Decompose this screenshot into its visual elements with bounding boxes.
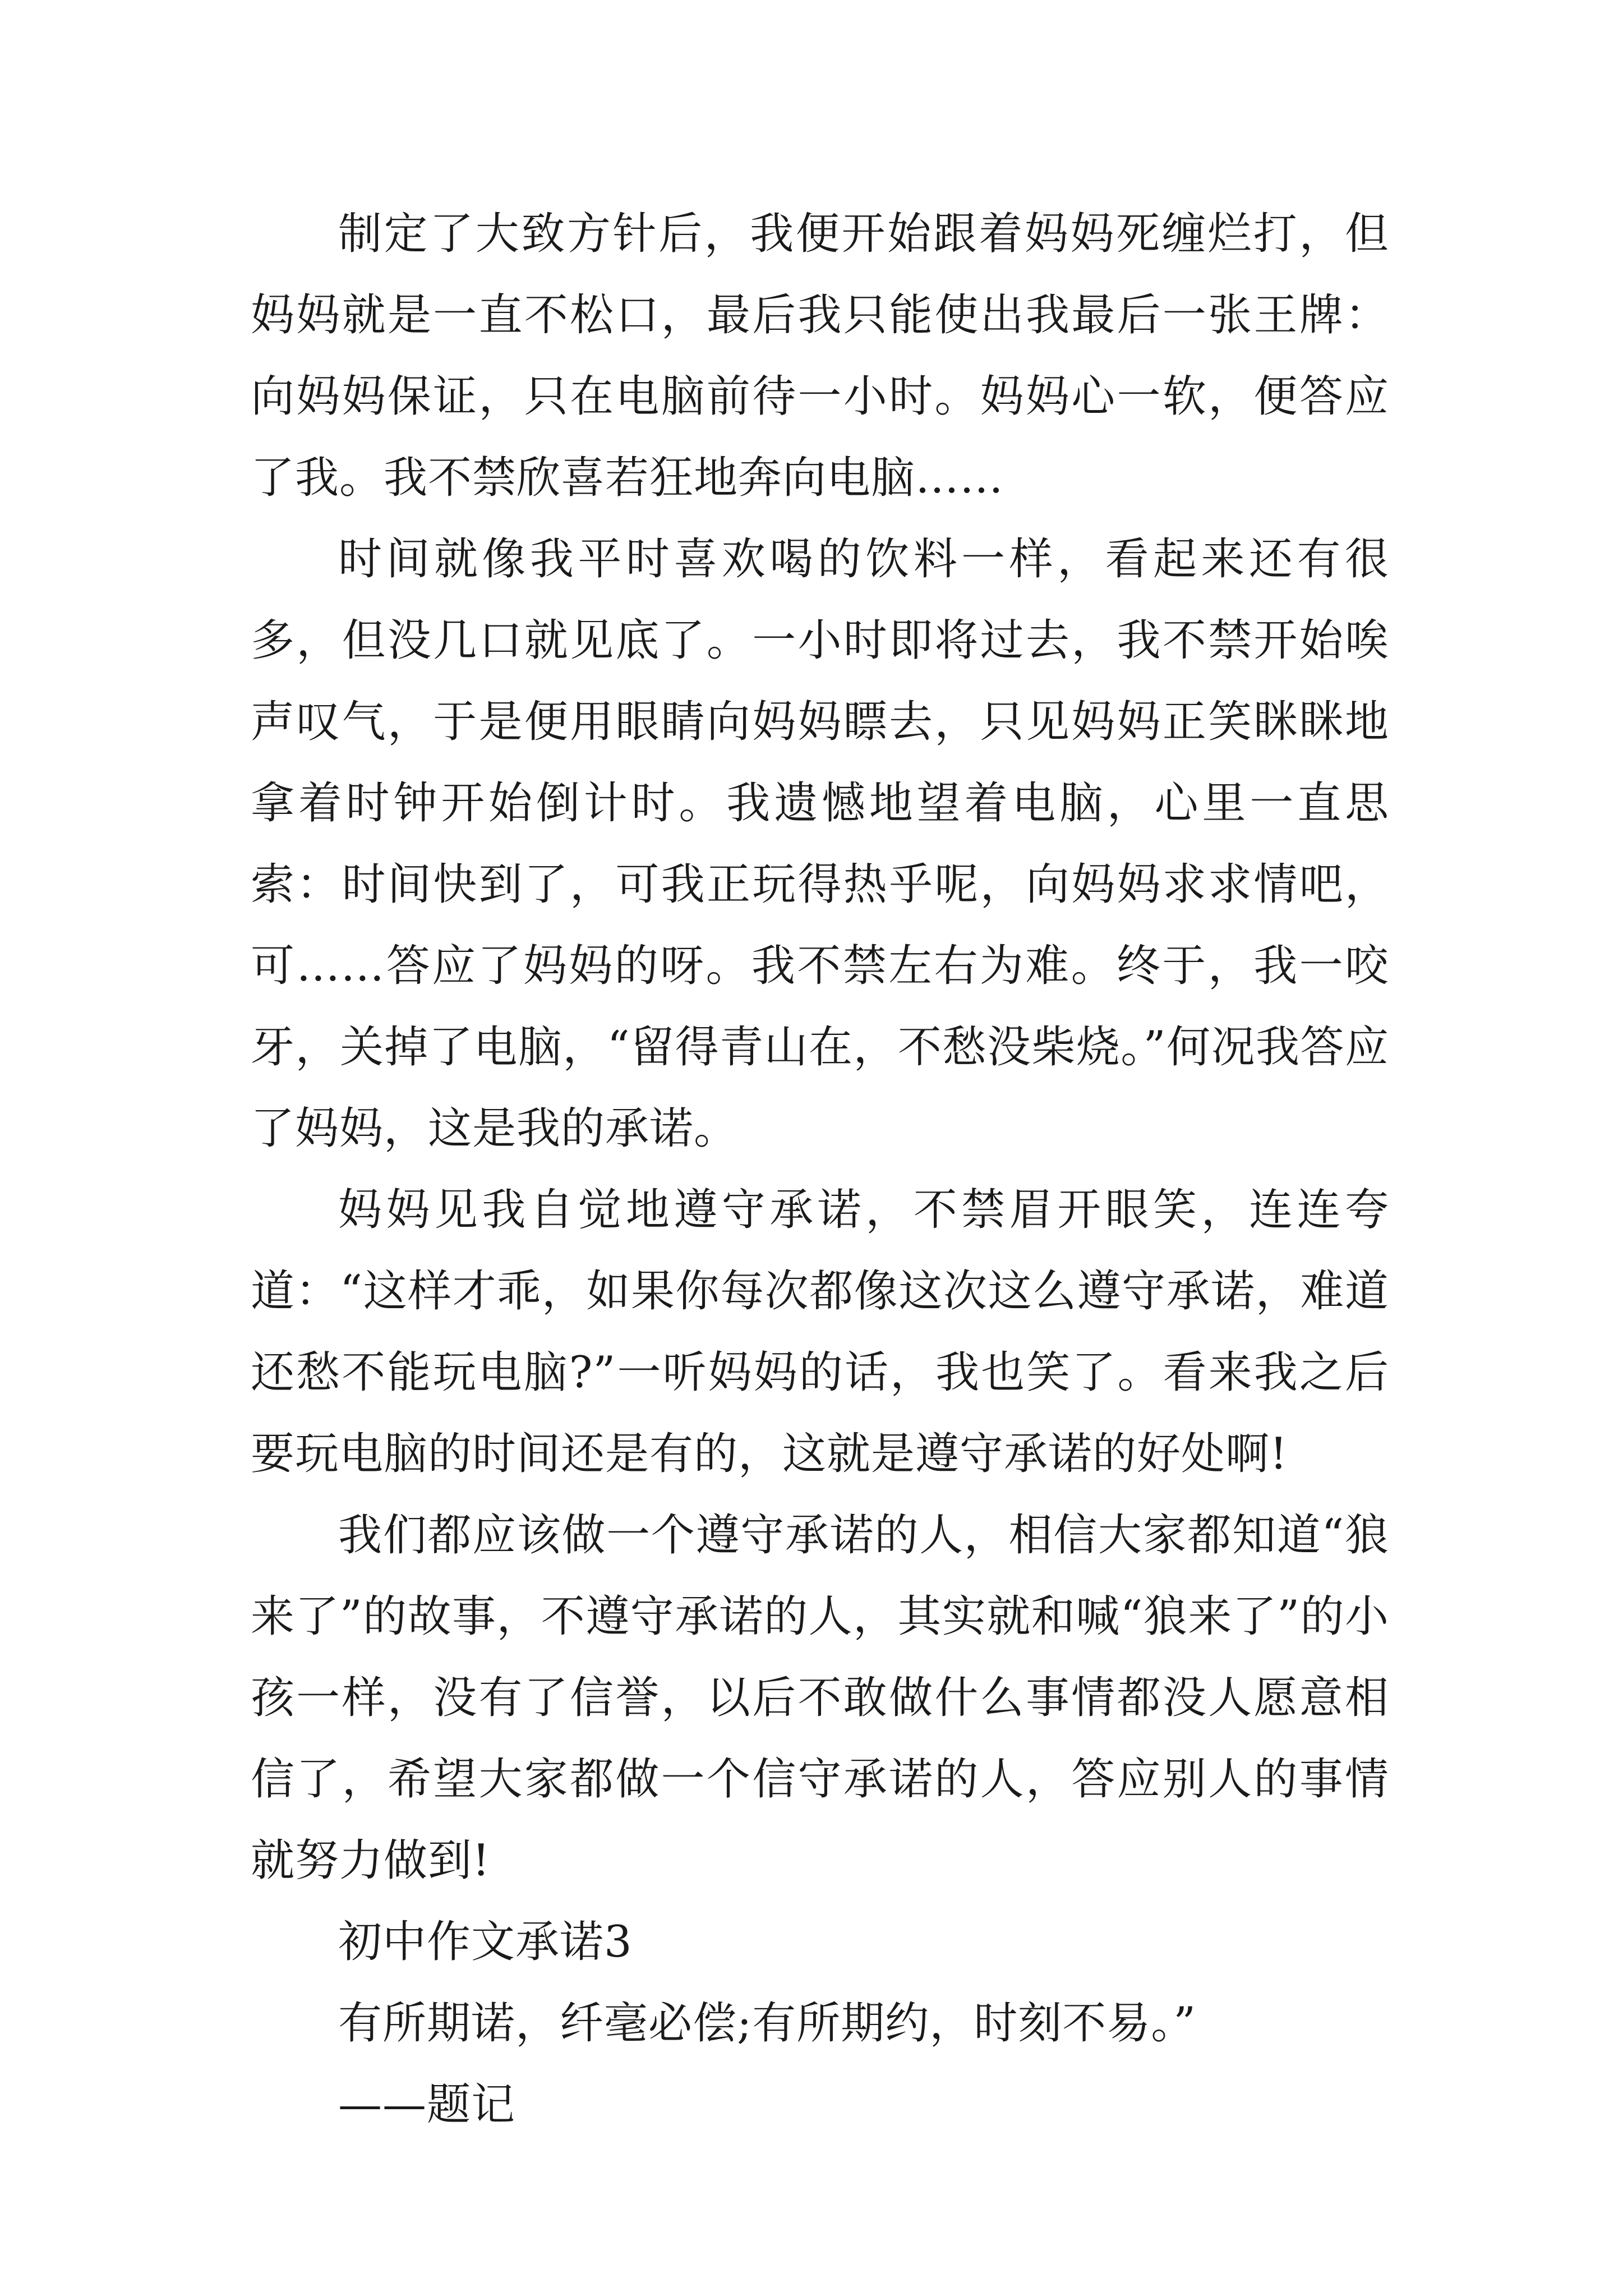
paragraph-4: 我们都应该做一个遵守承诺的人，相信大家都知道“狼来了”的故事，不遵守承诺的人，其实就和喊“狼来了”的小孩一样，没有了信誉，以后不敢做什么事情都没人愿意相信了，希望大家都做一个信守承诺的人，答应别人的事情就努力做到!: [251, 1510, 1389, 1886]
paragraph-3: 妈妈见我自觉地遵守承诺，不禁眉开眼笑，连连夸道：“这样才乖，如果你每次都像这次这么遵守承诺，难道还愁不能玩电脑?”一听妈妈的话，我也笑了。看来我之后要玩电脑的时间还是有的，这就是遵守承诺的好处啊!: [251, 1185, 1389, 1479]
section-title: 初中作文承诺3: [338, 1917, 633, 1967]
epigraph: 有所期诺，纤毫必偿;有所期约，时刻不易。”: [338, 1998, 1197, 2049]
epigraph-attribution: ——题记: [338, 2079, 516, 2130]
paragraph-2: 时间就像我平时喜欢喝的饮料一样，看起来还有很多，但没几口就见底了。一小时即将过去，我不禁开始唉声叹气，于是便用眼睛向妈妈瞟去，只见妈妈正笑眯眯地拿着时钟开始倒计时。我遗憾地望着电脑，心里一直思索：时间快到了，可我正玩得热乎呢，向妈妈求求情吧，可……答应了妈妈的呀。我不禁左右为难。终于，我一咬牙，关掉了电脑，“留得青山在，不愁没柴烧。”何况我答应了妈妈，这是我的承诺。: [251, 534, 1389, 1154]
document-body: [251, 194, 1389, 2146]
paragraph-1: 制定了大致方针后，我便开始跟着妈妈死缠烂打，但妈妈就是一直不松口，最后我只能使出我最后一张王牌：向妈妈保证，只在电脑前待一小时。妈妈心一软，便答应了我。我不禁欣喜若狂地奔向电脑……: [251, 209, 1389, 503]
